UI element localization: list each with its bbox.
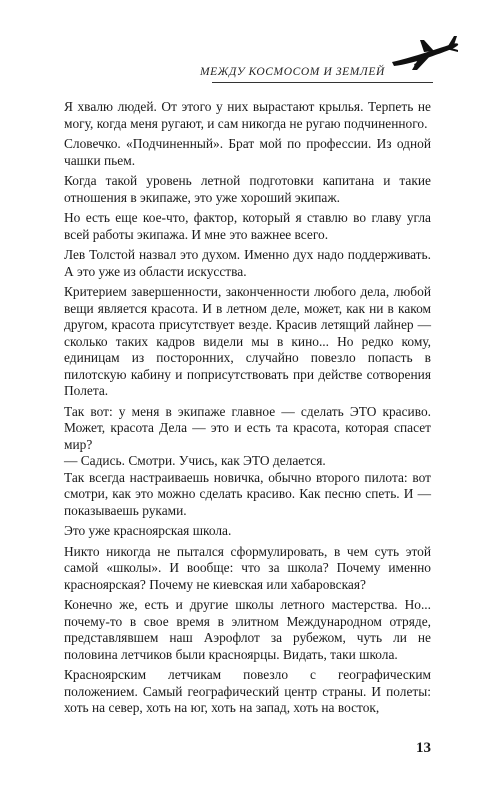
header-rule — [212, 82, 433, 83]
paragraph: Когда такой уровень летной подготовки капитана и такие отношения в экипаже, это уже хороший экипаж. — [64, 173, 431, 205]
paragraph: Лев Толстой назвал это духом. Именно дух надо поддерживать. А это уже из области искусства. — [64, 247, 431, 279]
running-head: МЕЖДУ КОСМОСОМ И ЗЕМЛЕЙ — [200, 66, 385, 78]
paragraph: Словечко. «Подчиненный». Брат мой по профессии. Из одной чашки пьем. — [64, 136, 431, 168]
paragraph: Это уже красноярская школа. — [64, 523, 232, 538]
page-number: 13 — [416, 740, 431, 756]
body-text — [64, 99, 431, 721]
paragraph: Я хвалю людей. От этого у них вырастают крылья. Терпеть не могу, когда меня ругают, и сам никогда не ругаю подчиненного. — [64, 99, 431, 131]
paragraph: Красноярским летчикам повезло с географическим положением. Самый географический центр страны. И полеты: хоть на север, хоть на юг, хоть на запад, хоть на восток, — [64, 667, 431, 715]
paragraph: Но есть еще кое-что, фактор, который я ставлю во главу угла всей работы экипажа. И мне это важнее всего. — [64, 210, 431, 242]
paragraph: Конечно же, есть и другие школы летного мастерства. Но... почему-то в свое время в элитном Международном отряде, представлявшем наш Аэрофлот за рубежом, чуть ли не половина летчиков были красноярцы. Видать, таки школа. — [64, 597, 431, 662]
paragraph: Критерием завершенности, законченности любого дела, любой вещи является красота. И в летном деле, может, как ни в каком другом, красота присутствует везде. Красив летящий лайнер — сколько таких кадров видели мы в кино... Но редко кому, единицам из посторонних, случайно повезло попасть в пилотскую кабину и поприсутствовать при действе сотворения Полета. — [64, 284, 431, 398]
paragraph: Так вот: у меня в экипаже главное — сделать ЭТО красиво. Может, красота Дела — это и есть та красота, которая спасет мир? — [64, 403, 431, 452]
paragraph: Никто никогда не пытался сформулировать, в чем суть этой самой «школы». И вообще: что за школа? Почему именно красноярская? Почему не киевская или хабаровская? — [64, 543, 431, 592]
airplane-icon — [390, 36, 460, 72]
paragraph: — Садись. Смотри. Учись, как ЭТО делается. — [64, 453, 326, 468]
paragraph: Так всегда настраиваешь новичка, обычно второго пилота: вот смотри, как это можно сделать красиво. Как песню спеть. И — показываешь руками. — [64, 469, 431, 518]
